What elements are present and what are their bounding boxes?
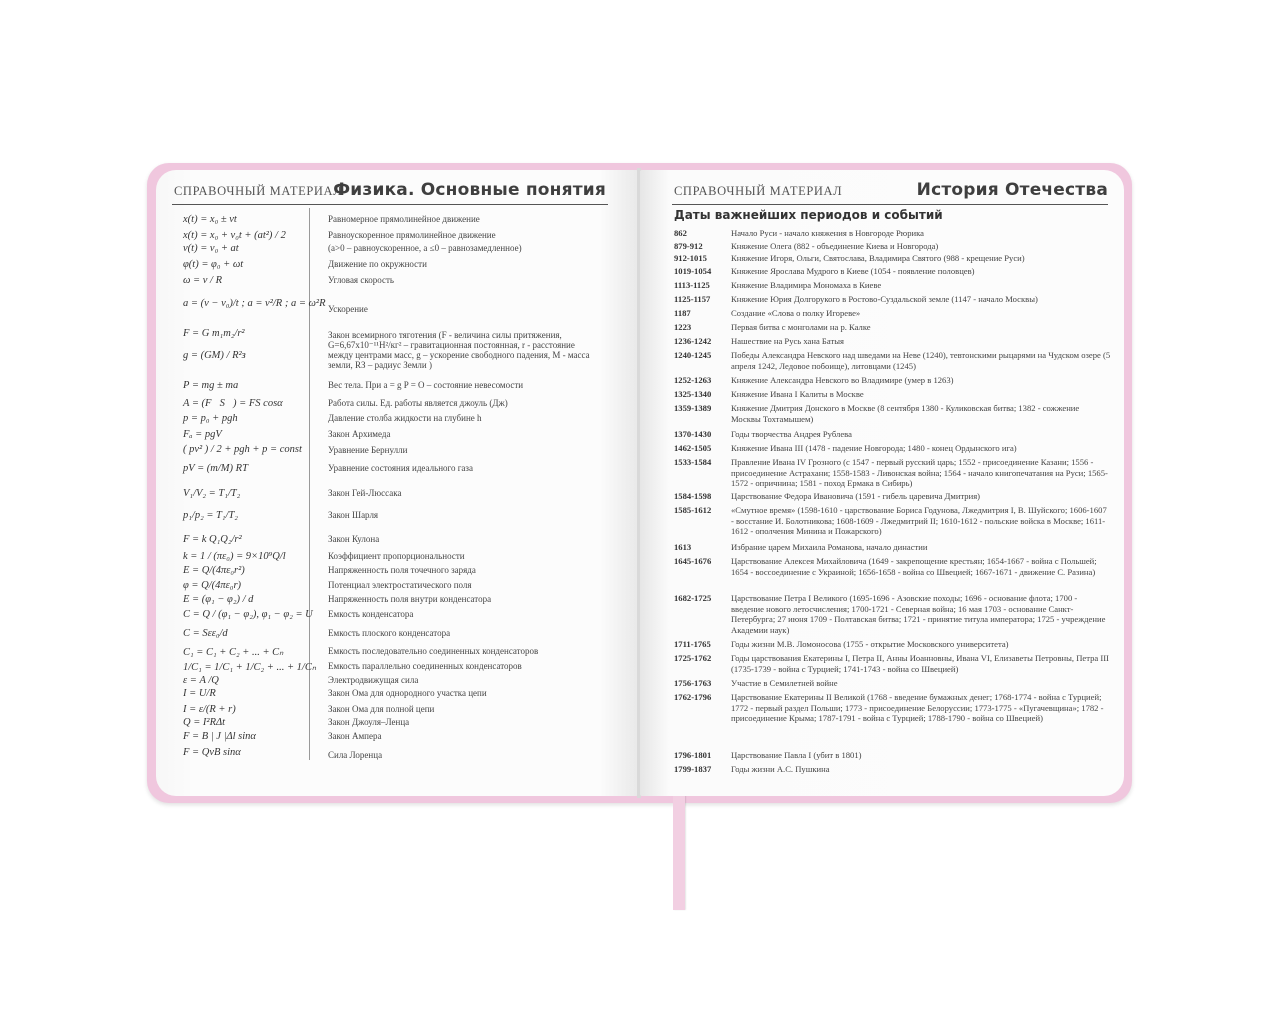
history-year: 1370-1430 bbox=[674, 429, 712, 439]
physics-formula: a = (v − v₀)/t ; a = v²/R ; a = ω²R bbox=[183, 298, 326, 309]
history-event: Избрание царем Михаила Романова, начало династии bbox=[731, 542, 928, 552]
history-event: Царствование Павла I (убит в 1801) bbox=[731, 750, 862, 760]
right-section-label: СПРАВОЧНЫЙ МАТЕРИАЛ bbox=[674, 184, 843, 198]
physics-formula: ε = A /Q bbox=[183, 675, 219, 686]
history-event: Царствование Петра I Великого (1695-1696 - Азовские походы; 1696 - основание флота; 1700 - введение нового летосчисления; 1700-1721 - Северная война; 16 мая 1703 - основание Санкт-Петербурга; 27 июня 1709 - Полтавская битва; 1721 - принятие титула императора; 1725 - учреждение Академии наук) bbox=[731, 593, 1106, 635]
history-event: Княжение Александра Невского во Владимире (умер в 1263) bbox=[731, 375, 954, 385]
history-event: Создание «Слова о полку Игореве» bbox=[731, 308, 861, 318]
physics-formula: V₁/V₂ = T₁/T₂ bbox=[183, 488, 241, 499]
history-year: 1799-1837 bbox=[674, 764, 712, 774]
history-event: Нашествие на Русь хана Батыя bbox=[731, 336, 844, 346]
physics-formula: x(t) = x₀ + v₀t + (at²) / 2 bbox=[183, 230, 286, 241]
history-year: 1125-1157 bbox=[674, 294, 711, 304]
left-header-rule bbox=[172, 204, 608, 205]
physics-description: Емкость конденсатора bbox=[328, 609, 414, 619]
physics-description: Емкость параллельно соединенных конденсаторов bbox=[328, 661, 522, 671]
history-year: 1725-1762 bbox=[674, 653, 712, 663]
history-event: Начало Руси - начало княжения в Новгороде Рюрика bbox=[731, 228, 924, 238]
history-year: 1584-1598 bbox=[674, 491, 712, 501]
history-year: 1113-1125 bbox=[674, 280, 710, 290]
physics-description: Давление столба жидкости на глубине h bbox=[328, 413, 482, 423]
physics-description: Закон Ома для однородного участка цепи bbox=[328, 688, 487, 698]
physics-description: Закон Шарля bbox=[328, 510, 379, 520]
history-year: 862 bbox=[674, 228, 687, 238]
physics-description: Закон Гей-Люссака bbox=[328, 488, 402, 498]
history-event: Княжение Ярослава Мудрого в Киеве (1054 - появление половцев) bbox=[731, 266, 975, 276]
history-event: Княжение Олега (882 - объединение Киева и Новгорода) bbox=[731, 241, 939, 251]
physics-formula: E = (φ₁ − φ₂) / d bbox=[183, 594, 254, 605]
physics-description: Уравнение состояния идеального газа bbox=[328, 463, 473, 473]
history-event: Княжение Ивана I Калиты в Москве bbox=[731, 389, 864, 399]
physics-formula: F = QvB sinα bbox=[183, 747, 241, 758]
physics-description: Закон Ома для полной цепи bbox=[328, 704, 435, 714]
history-year: 1462-1505 bbox=[674, 443, 712, 453]
physics-formula: Q = I²RΔt bbox=[183, 717, 226, 728]
history-year: 1359-1389 bbox=[674, 403, 712, 413]
physics-formula: C = Sεε₀/d bbox=[183, 628, 228, 639]
physics-formula: E = Q/(4πε₀r²) bbox=[183, 565, 245, 576]
physics-description: Потенциал электростатического поля bbox=[328, 580, 472, 590]
physics-description: Движение по окружности bbox=[328, 259, 427, 269]
history-event: Годы жизни А.С. Пушкина bbox=[731, 764, 830, 774]
history-event: Княжение Дмитрия Донского в Москве (8 сентября 1380 - Куликовская битва; 1382 - сожжение Москвы Тохтамышем) bbox=[731, 403, 1080, 424]
physics-description: (a>0 – равноускоренное, a ≤0 – равнозамедленное) bbox=[328, 243, 522, 253]
history-year: 1585-1612 bbox=[674, 505, 712, 515]
physics-formula: F = k Q₁Q₂/r² bbox=[183, 534, 242, 545]
history-year: 1187 bbox=[674, 308, 691, 318]
right-page bbox=[640, 170, 1124, 796]
left-section-label: СПРАВОЧНЫЙ МАТЕРИАЛ bbox=[174, 184, 343, 198]
history-event: Правление Ивана IV Грозного (с 1547 - первый русский царь; 1552 - присоединение Казани; 1556 - присоединение Астрахани; 1558-1583 - Ливонская война; 1564 - начало книгопечатания на Руси; 1565-1572 - опричнина; 1581 - поход Ермака в Сибирь) bbox=[731, 457, 1108, 488]
history-year: 1645-1676 bbox=[674, 556, 712, 566]
physics-formula: pV = (m/M) RT bbox=[183, 463, 248, 474]
physics-formula: x(t) = x₀ ± vt bbox=[183, 214, 237, 225]
history-year: 1533-1584 bbox=[674, 457, 712, 467]
physics-formula: C₁ = C₁ + C₂ + ... + Cₙ bbox=[183, 647, 284, 658]
physics-formula: ( pv² ) / 2 + pgh + p = const bbox=[183, 444, 302, 455]
column-divider bbox=[309, 208, 310, 760]
physics-formula: C = Q / (φ₁ − φ₂), φ₁ − φ₂ = U bbox=[183, 609, 313, 620]
physics-description: Равномерное прямолинейное движение bbox=[328, 214, 480, 224]
history-year: 1240-1245 bbox=[674, 350, 712, 360]
right-page-title: История Отечества bbox=[916, 180, 1108, 200]
physics-description: Закон Архимеда bbox=[328, 429, 391, 439]
physics-description: Уравнение Бернулли bbox=[328, 445, 408, 455]
physics-description: Закон Ампера bbox=[328, 731, 382, 741]
history-event: Годы творчества Андрея Рублева bbox=[731, 429, 852, 439]
bookmark-ribbon[interactable] bbox=[673, 795, 685, 910]
physics-description: Равноускоренное прямолинейное движение bbox=[328, 230, 496, 240]
physics-description: Сила Лоренца bbox=[328, 750, 383, 760]
history-year: 912-1015 bbox=[674, 253, 707, 263]
history-event: Царствование Екатерины II Великой (1768 - введение бумажных денег; 1768-1774 - война с Турцией; 1772 - первый раздел Польши; 1773 - присоединение Белоруссии; 1773-1775 - «Пугачевщина»; 1782 - присоединение Крыма; 1787-1791 - война с Турцией; 1788-1790 - война со Швецией) bbox=[731, 692, 1104, 723]
physics-description: Закон Джоуля–Ленца bbox=[328, 717, 410, 727]
physics-formula: φ = Q/(4πε₀r) bbox=[183, 580, 242, 591]
history-event: Царствование Алексея Михайловича (1649 - закрепощение крестьян; 1654-1667 - война с Польшей; 1654 - воссоединение с Украиной; 1656-1658 - война со Швецией; 1667-1671 - движение С. Разина) bbox=[731, 556, 1097, 577]
physics-formula: I = ε/(R + r) bbox=[183, 704, 236, 715]
left-page bbox=[156, 170, 638, 796]
physics-description: Емкость плоского конденсатора bbox=[328, 628, 451, 638]
history-event: Годы царствования Екатерины I, Петра II, Анны Иоанновны, Ивана VI, Елизаветы Петровны, Петра III (1735-1739 - война с Турцией; 1741-1743 - война со Швецией) bbox=[731, 653, 1109, 674]
right-header-rule bbox=[672, 204, 1108, 205]
history-year: 1682-1725 bbox=[674, 593, 712, 603]
history-year: 1223 bbox=[674, 322, 692, 332]
physics-formula: p = p₀ + pgh bbox=[183, 413, 238, 424]
physics-formula: p₁/p₂ = T₁/T₂ bbox=[183, 510, 238, 521]
history-year: 1613 bbox=[674, 542, 692, 552]
history-year: 1325-1340 bbox=[674, 389, 712, 399]
history-event: Княжение Владимира Мономаха в Киеве bbox=[731, 280, 882, 290]
history-event: Княжение Игоря, Ольги, Святослава, Владимира Святого (988 - крещение Руси) bbox=[731, 253, 1025, 263]
physics-description: Электродвижущая сила bbox=[328, 675, 419, 685]
physics-formula: F = B | J |Δl sinα bbox=[183, 731, 256, 742]
physics-description: Работа силы. Ед. работы является джоуль (Дж) bbox=[328, 398, 508, 408]
physics-formula: F = G m₁m₂/r² bbox=[183, 328, 245, 339]
physics-description: Закон всемирного тяготения (F - величина силы притяжения, G=6,67x10⁻¹¹Н²/кг² – гравитационная постоянная, r - расстояние между центрами масс, g – ускорение свободного падения, M - масса земли, RЗ – радиус Земли ) bbox=[328, 330, 590, 370]
physics-description: Коэффициент пропорциональности bbox=[328, 551, 465, 561]
physics-formula: φ(t) = φ₀ + ωt bbox=[183, 259, 244, 270]
physics-description: Напряженность поля внутри конденсатора bbox=[328, 594, 492, 604]
physics-formula: k = 1 / (πε₀) = 9×10⁹Q/l bbox=[183, 551, 286, 562]
history-year: 1756-1763 bbox=[674, 678, 712, 688]
physics-formula: 1/C₁ = 1/C₁ + 1/C₂ + ... + 1/Cₙ bbox=[183, 662, 317, 673]
history-event: Первая битва с монголами на р. Калке bbox=[731, 322, 871, 332]
history-year: 1762-1796 bbox=[674, 692, 712, 702]
physics-formula: ω = v / R bbox=[183, 275, 222, 286]
physics-formula: g = (GM) / R²з bbox=[183, 350, 246, 361]
history-year: 1796-1801 bbox=[674, 750, 712, 760]
history-year: 1236-1242 bbox=[674, 336, 712, 346]
history-event: Княжение Юрия Долгорукого в Ростово-Суздальской земле (1147 - начало Москвы) bbox=[731, 294, 1038, 304]
physics-formula: P = mg ± ma bbox=[183, 380, 239, 391]
history-year: 879-912 bbox=[674, 241, 703, 251]
physics-description: Закон Кулона bbox=[328, 534, 380, 544]
physics-formula: v(t) = v₀ + at bbox=[183, 243, 239, 254]
history-event: Победы Александра Невского над шведами на Неве (1240), тевтонскими рыцарями на Чудском озере (5 апреля 1242, Ледовое побоище), литовцами (1245) bbox=[731, 350, 1111, 371]
physics-description: Напряженность поля точечного заряда bbox=[328, 565, 476, 575]
history-event: Годы жизни М.В. Ломоносова (1755 - открытие Московского университета) bbox=[731, 639, 1009, 649]
physics-description: Вес тела. При a = g P = O – состояние невесомости bbox=[328, 380, 524, 390]
physics-description: Ускорение bbox=[328, 304, 368, 314]
physics-description: Угловая скорость bbox=[328, 275, 394, 285]
history-event: Участие в Семилетней войне bbox=[731, 678, 838, 688]
history-event: «Смутное время» (1598-1610 - царствование Бориса Годунова, Лжедмитрия I, В. Шуйского; 1606-1607 - восстание И. Болотникова; 1608-1609 - Лжедмитрий II; 1610-1612 - польские войска в Москве; 1611-1612 - ополчения Минина и Пожарского) bbox=[731, 505, 1107, 536]
physics-formula: A = (F⃗S⃗) = FS cosα bbox=[183, 398, 283, 409]
physics-formula: Fₐ = pgV bbox=[183, 429, 222, 440]
history-year: 1711-1765 bbox=[674, 639, 711, 649]
physics-description: Емкость последовательно соединенных конденсаторов bbox=[328, 646, 539, 656]
history-event: Царствование Федора Ивановича (1591 - гибель царевича Дмитрия) bbox=[731, 491, 981, 501]
history-event: Княжение Ивана III (1478 - падение Новгорода; 1480 - конец Ордынского ига) bbox=[731, 443, 1017, 453]
history-subtitle: Даты важнейших периодов и событий bbox=[674, 208, 943, 222]
history-year: 1019-1054 bbox=[674, 266, 712, 276]
left-page-title: Физика. Основные понятия bbox=[333, 180, 606, 200]
history-year: 1252-1263 bbox=[674, 375, 712, 385]
physics-formula: I = U/R bbox=[183, 688, 216, 699]
